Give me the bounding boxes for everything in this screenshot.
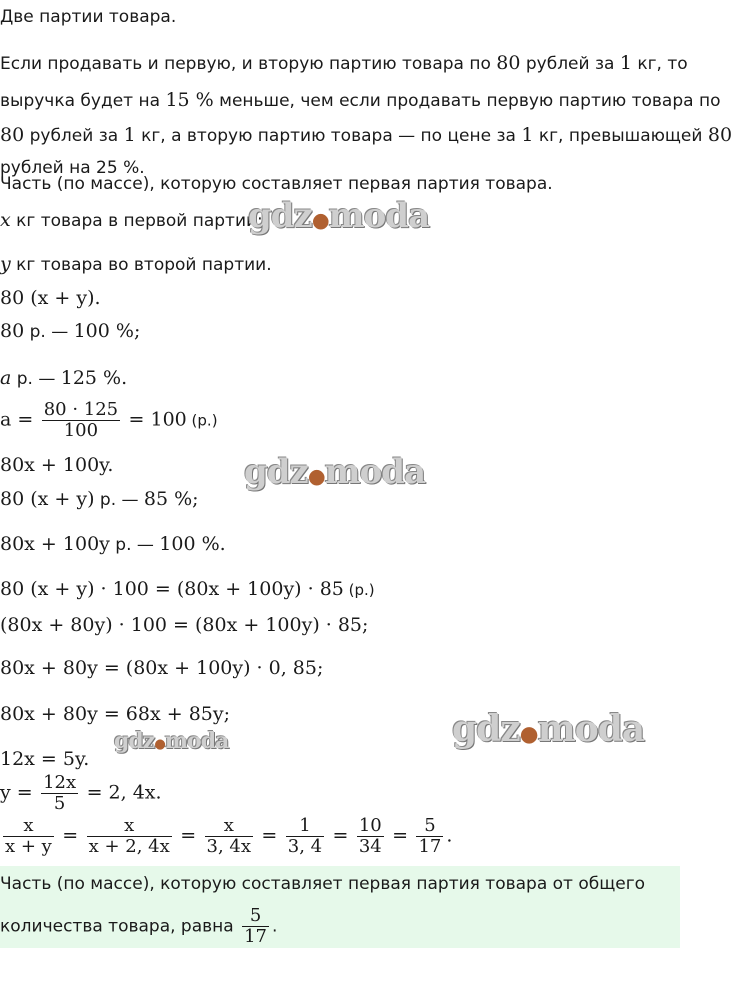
solution-step: 80x + 80y = 68x + 85y; — [0, 703, 231, 725]
solution-step: y = $\frac{12x}{5}$ = 2, 4x. — [0, 772, 162, 814]
watermark-logo: gdz●moda — [114, 728, 229, 754]
solution-step: 80 (x + y) · 100 = (80x + 100y) · 85 (р.) — [0, 578, 375, 600]
solution-step: 80x + 100y. — [0, 454, 114, 476]
problem-line: Если продавать и первую, и вторую партию товара по 80 рублей за 1 кг, то — [0, 52, 688, 74]
solution-step: 12x = 5y. — [0, 748, 90, 770]
problem-line: 80 рублей за 1 кг, а вторую партию товара — по цене за 1 кг, превышающей 80 — [0, 124, 732, 146]
solution-fraction-chain: $\frac{x}{x + y}$ = $\frac{x}{x + 2, 4x}$ = $\frac{x}{3, 4x}$ = $\frac{1}{3, 4}$ = $\frac{10}{34}$ = $\frac{5}{17}$ . — [5, 815, 453, 857]
watermark-logo: gdz●moda — [452, 708, 645, 750]
answer-fraction: $\frac{5}{17}$ — [244, 905, 268, 947]
solution-step: 80 р. — 100 %; — [0, 320, 141, 342]
problem-line: рублей на 25 %. — [0, 158, 145, 178]
fraction: $\frac{x}{x + 2, 4x}$ — [88, 815, 170, 857]
fraction: $\frac{12x}{5}$ — [43, 772, 77, 814]
solution-step: a р. — 125 %. — [0, 367, 128, 389]
problem-line: выручка будет на 15 % меньше, чем если продавать первую партию товара по — [0, 89, 721, 111]
fraction: $\frac{5}{17}$ — [418, 815, 442, 857]
fraction: $\frac{x}{x + y}$ — [5, 815, 52, 857]
answer-box — [0, 866, 680, 948]
solution-step: x кг товара в первой партии; — [0, 209, 263, 231]
fraction: $\frac{10}{34}$ — [358, 815, 382, 857]
problem-title: Две партии товара. — [0, 7, 177, 27]
solution-step: a = $\frac{80 \cdot 125}{100}$ = 100 (р.) — [0, 399, 218, 441]
solution-step: y кг товара во второй партии. — [0, 253, 272, 275]
problem-statement — [0, 0, 732, 178]
solution-step: (80x + 80y) · 100 = (80x + 100y) · 85; — [0, 614, 369, 636]
answer-text: количества товара, равна $\frac{5}{17}$ . — [0, 905, 278, 947]
solution-step: 80 (x + y). — [0, 287, 101, 309]
fraction: $\frac{80 \cdot 125}{100}$ — [43, 399, 119, 441]
watermark-logo: gdz●moda — [244, 452, 426, 492]
solution-step: 80x + 80y = (80x + 100y) · 0, 85; — [0, 657, 324, 679]
solution-question: Часть (по массе), которую составляет первая партия товара. — [0, 174, 553, 194]
answer-text: Часть (по массе), которую составляет первая партия товара от общего — [0, 874, 646, 894]
solution-step: 80x + 100y р. — 100 %. — [0, 533, 226, 555]
watermark-logo: gdz●moda — [248, 196, 430, 236]
fraction: $\frac{x}{3, 4x}$ — [206, 815, 252, 857]
solution-step: 80 (x + y) р. — 85 %; — [0, 488, 199, 510]
fraction: $\frac{1}{3, 4}$ — [287, 815, 323, 857]
